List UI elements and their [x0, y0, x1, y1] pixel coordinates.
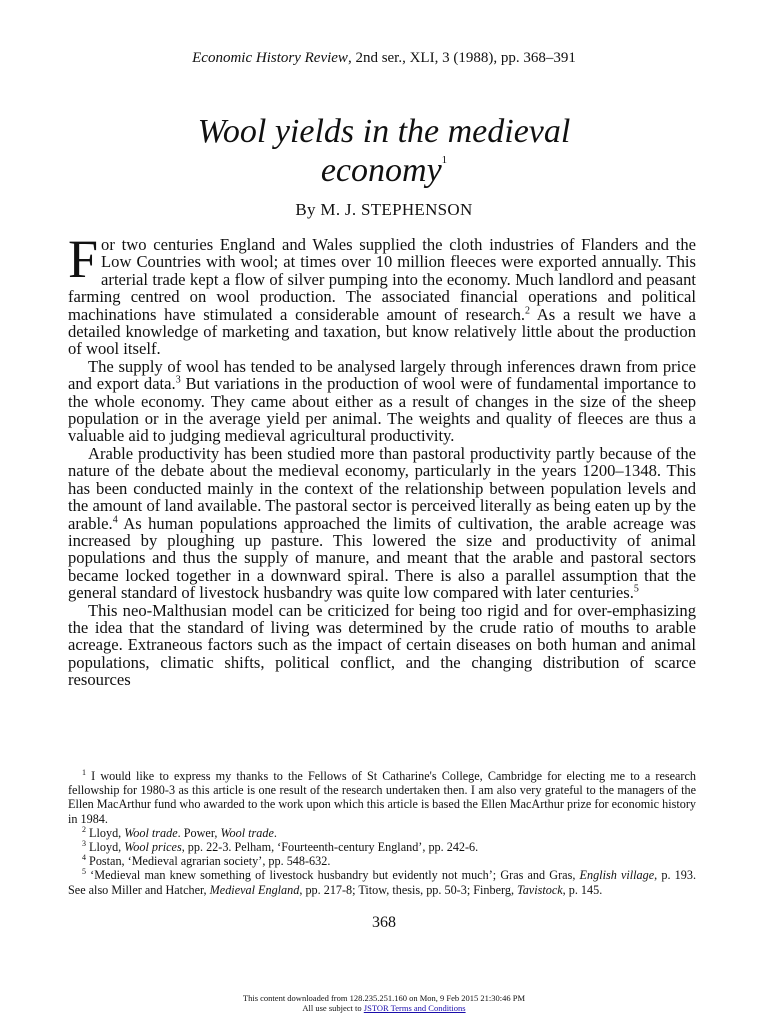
footnote-5-number: 5	[82, 867, 86, 877]
footnote-3-text: Lloyd,	[86, 840, 125, 855]
footnote-ref-4[interactable]: 4	[112, 513, 118, 525]
p1-text-b: As a result we have a detailed knowledge of marketing and taxation, but know relatively little about the production of wool itself.	[68, 304, 696, 359]
footnote-2-text: . Power,	[177, 825, 221, 840]
journal-name: Economic History Review	[192, 50, 348, 66]
footnote-5-title-a: English village	[579, 868, 655, 883]
footnote-2-title-b: Wool trade	[220, 825, 274, 840]
footnote-2-text: Lloyd,	[86, 825, 125, 840]
footnote-5-title-b: Medieval England	[209, 882, 300, 897]
footnote-2-title-a: Wool trade	[124, 825, 178, 840]
footnotes	[68, 769, 696, 897]
footnote-4	[68, 854, 696, 868]
footnote-3-number: 3	[82, 838, 86, 848]
footnote-2	[68, 826, 696, 840]
footnote-3	[68, 840, 696, 854]
p3-text-a: Arable productivity has been studied more than pastoral productivity partly because of the nature of the debate about the medieval economy, particularly in the years 1200–1348. This has been conducted mainly in the context of the relationship between population levels and the amount of land available. The pastoral sector is perceived literally as being eaten up by the arable.	[68, 443, 696, 533]
title-line-2-text: economy	[320, 152, 442, 189]
footnote-5-text: , p. 145.	[562, 882, 603, 897]
jstor-download-line: This content downloaded from 128.235.251.160 on Mon, 9 Feb 2015 21:30:46 PM	[242, 993, 526, 1003]
page-number: 368	[372, 914, 396, 931]
journal-citation	[0, 50, 768, 67]
footnote-5	[68, 868, 696, 896]
title-line-1: Wool yields in the medieval	[197, 113, 571, 150]
footnote-5-text: , p. 193. See also Miller and Hatcher,	[68, 868, 697, 897]
body-paragraph-2	[68, 358, 696, 445]
jstor-terms-link[interactable]: JSTOR Terms and Conditions	[363, 1003, 466, 1013]
footnote-1-text: I would like to express my thanks to the Fellows of St Catharine's College, Cambridge for electing me to a research fellowship for 1980-3 as this article is one result of the research undertaken then. I am also very grateful to the managers of the Ellen MacArthur fund who awarded to the work upon which this article is based the Ellen MacArthur prize for economic history in 1984.	[68, 769, 696, 826]
footnote-5-text: , pp. 217-8; Titow, thesis, pp. 50-3; Finberg,	[299, 882, 518, 897]
p1-text-a: or two centuries England and Wales supplied the cloth industries of Flanders and the Low Countries with wool; at times over 10 million fleeces were exported annually. This arterial trade kept a flow of silver pumping into the economy. Much landlord and peasant farming centred on wool production. The associated financial operations and political machinations have stimulated a considerable amount of research.	[68, 235, 696, 324]
footnote-5-text: ‘Medieval man knew something of livestock husbandry but evidently not much’; Gras and Gras,	[86, 868, 580, 883]
body-paragraph-3	[68, 445, 696, 602]
footnote-ref-3[interactable]: 3	[175, 374, 181, 386]
p2-text-a: The supply of wool has tended to be analysed largely through inferences drawn from price and export data.	[68, 356, 696, 394]
body-paragraph-4: This neo-Malthusian model can be criticized for being too rigid and for over-emphasizing the idea that the standard of living was determined by the crude ratio of mouths to arable acreage. Extraneous factors such as the impact of certain diseases on both human and animal populations, climatic shifts, political conflict, and the changing distribution of scarce resources	[68, 600, 696, 690]
footnote-ref-5[interactable]: 5	[633, 583, 639, 595]
body-paragraph-1	[68, 229, 696, 359]
author-byline: By M. J. STEPHENSON	[295, 200, 473, 219]
footnote-2-number: 2	[82, 824, 86, 834]
p3-text-b: As human populations approached the limits of cultivation, the arable acreage was increased by ploughing up pasture. This lowered the size and productivity of animal populations and thus the supply of manure, and meant that the arable and pastoral sectors became locked together in a downward spiral. There is also a parallel assumption that the general standard of livestock husbandry was quite low compared with later centuries.	[68, 513, 696, 603]
drop-cap: F	[68, 229, 99, 289]
jstor-terms-line	[0, 1003, 768, 1013]
jstor-notice	[0, 993, 768, 1013]
article-body	[68, 229, 696, 690]
footnote-4-text: Postan, ‘Medieval agrarian society’, pp. 548-632.	[86, 854, 331, 869]
footnote-3-title: Wool prices	[124, 840, 182, 855]
footnote-ref-2[interactable]: 2	[525, 305, 531, 317]
p2-text-b: But variations in the production of wool were of fundamental importance to the whole economy. They came about either as a result of changes in the size of the sheep population or in the average yield per animal. The weights and quality of fleeces are thus a valuable aid to judging medieval agricultural productivity.	[68, 374, 696, 446]
jstor-terms-prefix: All use subject to	[302, 1003, 364, 1013]
footnote-1	[68, 769, 696, 826]
footnote-5-title-c: Tavistock	[517, 882, 563, 897]
footnote-4-number: 4	[82, 853, 86, 863]
title-line-2	[0, 151, 768, 190]
footnote-1-number: 1	[82, 767, 86, 777]
footnote-2-text: .	[273, 825, 277, 840]
footnote-3-text: , pp. 22-3. Pelham, ‘Fourteenth-century England’, pp. 242-6.	[181, 840, 479, 855]
article-title	[0, 112, 768, 190]
title-footnote-ref[interactable]: 1	[441, 154, 448, 166]
citation-details: , 2nd ser., XLI, 3 (1988), pp. 368–391	[347, 50, 576, 66]
